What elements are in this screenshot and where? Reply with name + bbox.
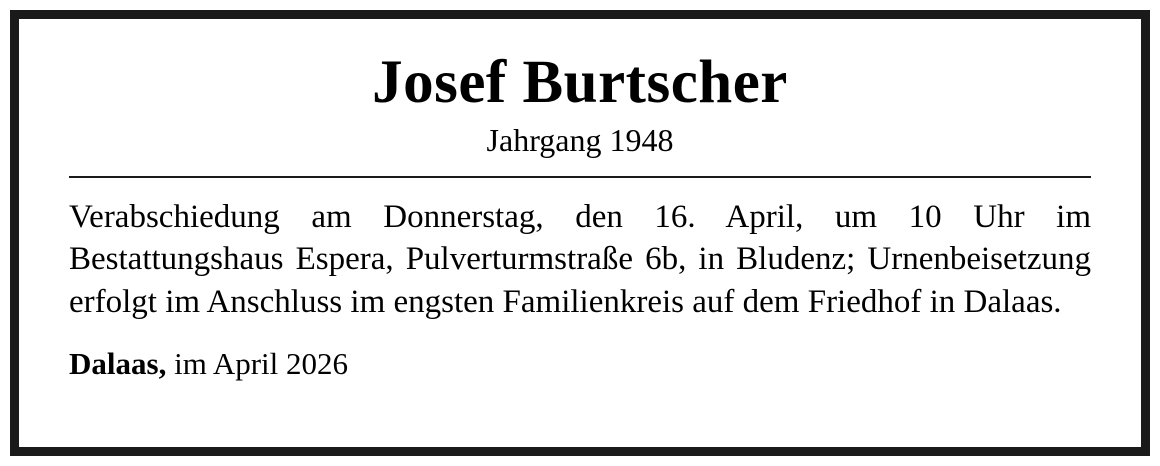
notice-border-frame <box>10 10 1150 456</box>
deceased-name: Josef Burtscher <box>372 49 788 116</box>
funeral-details-text: Verabschiedung am Donnerstag, den 16. April, um 10 Uhr im Bestattungshaus Espera, Pulverturmstraße 6b, in Bludenz; Urnenbeisetzung erfolgt im Anschluss im engsten Familienkreis auf dem Friedhof in Dalaas. <box>69 199 1091 320</box>
signature-place: Dalaas, <box>69 345 167 381</box>
signature-date: im April 2026 <box>174 345 349 381</box>
signature-line <box>69 345 1091 382</box>
birth-year-line: Jahrgang 1948 <box>486 122 674 159</box>
divider <box>69 176 1091 178</box>
